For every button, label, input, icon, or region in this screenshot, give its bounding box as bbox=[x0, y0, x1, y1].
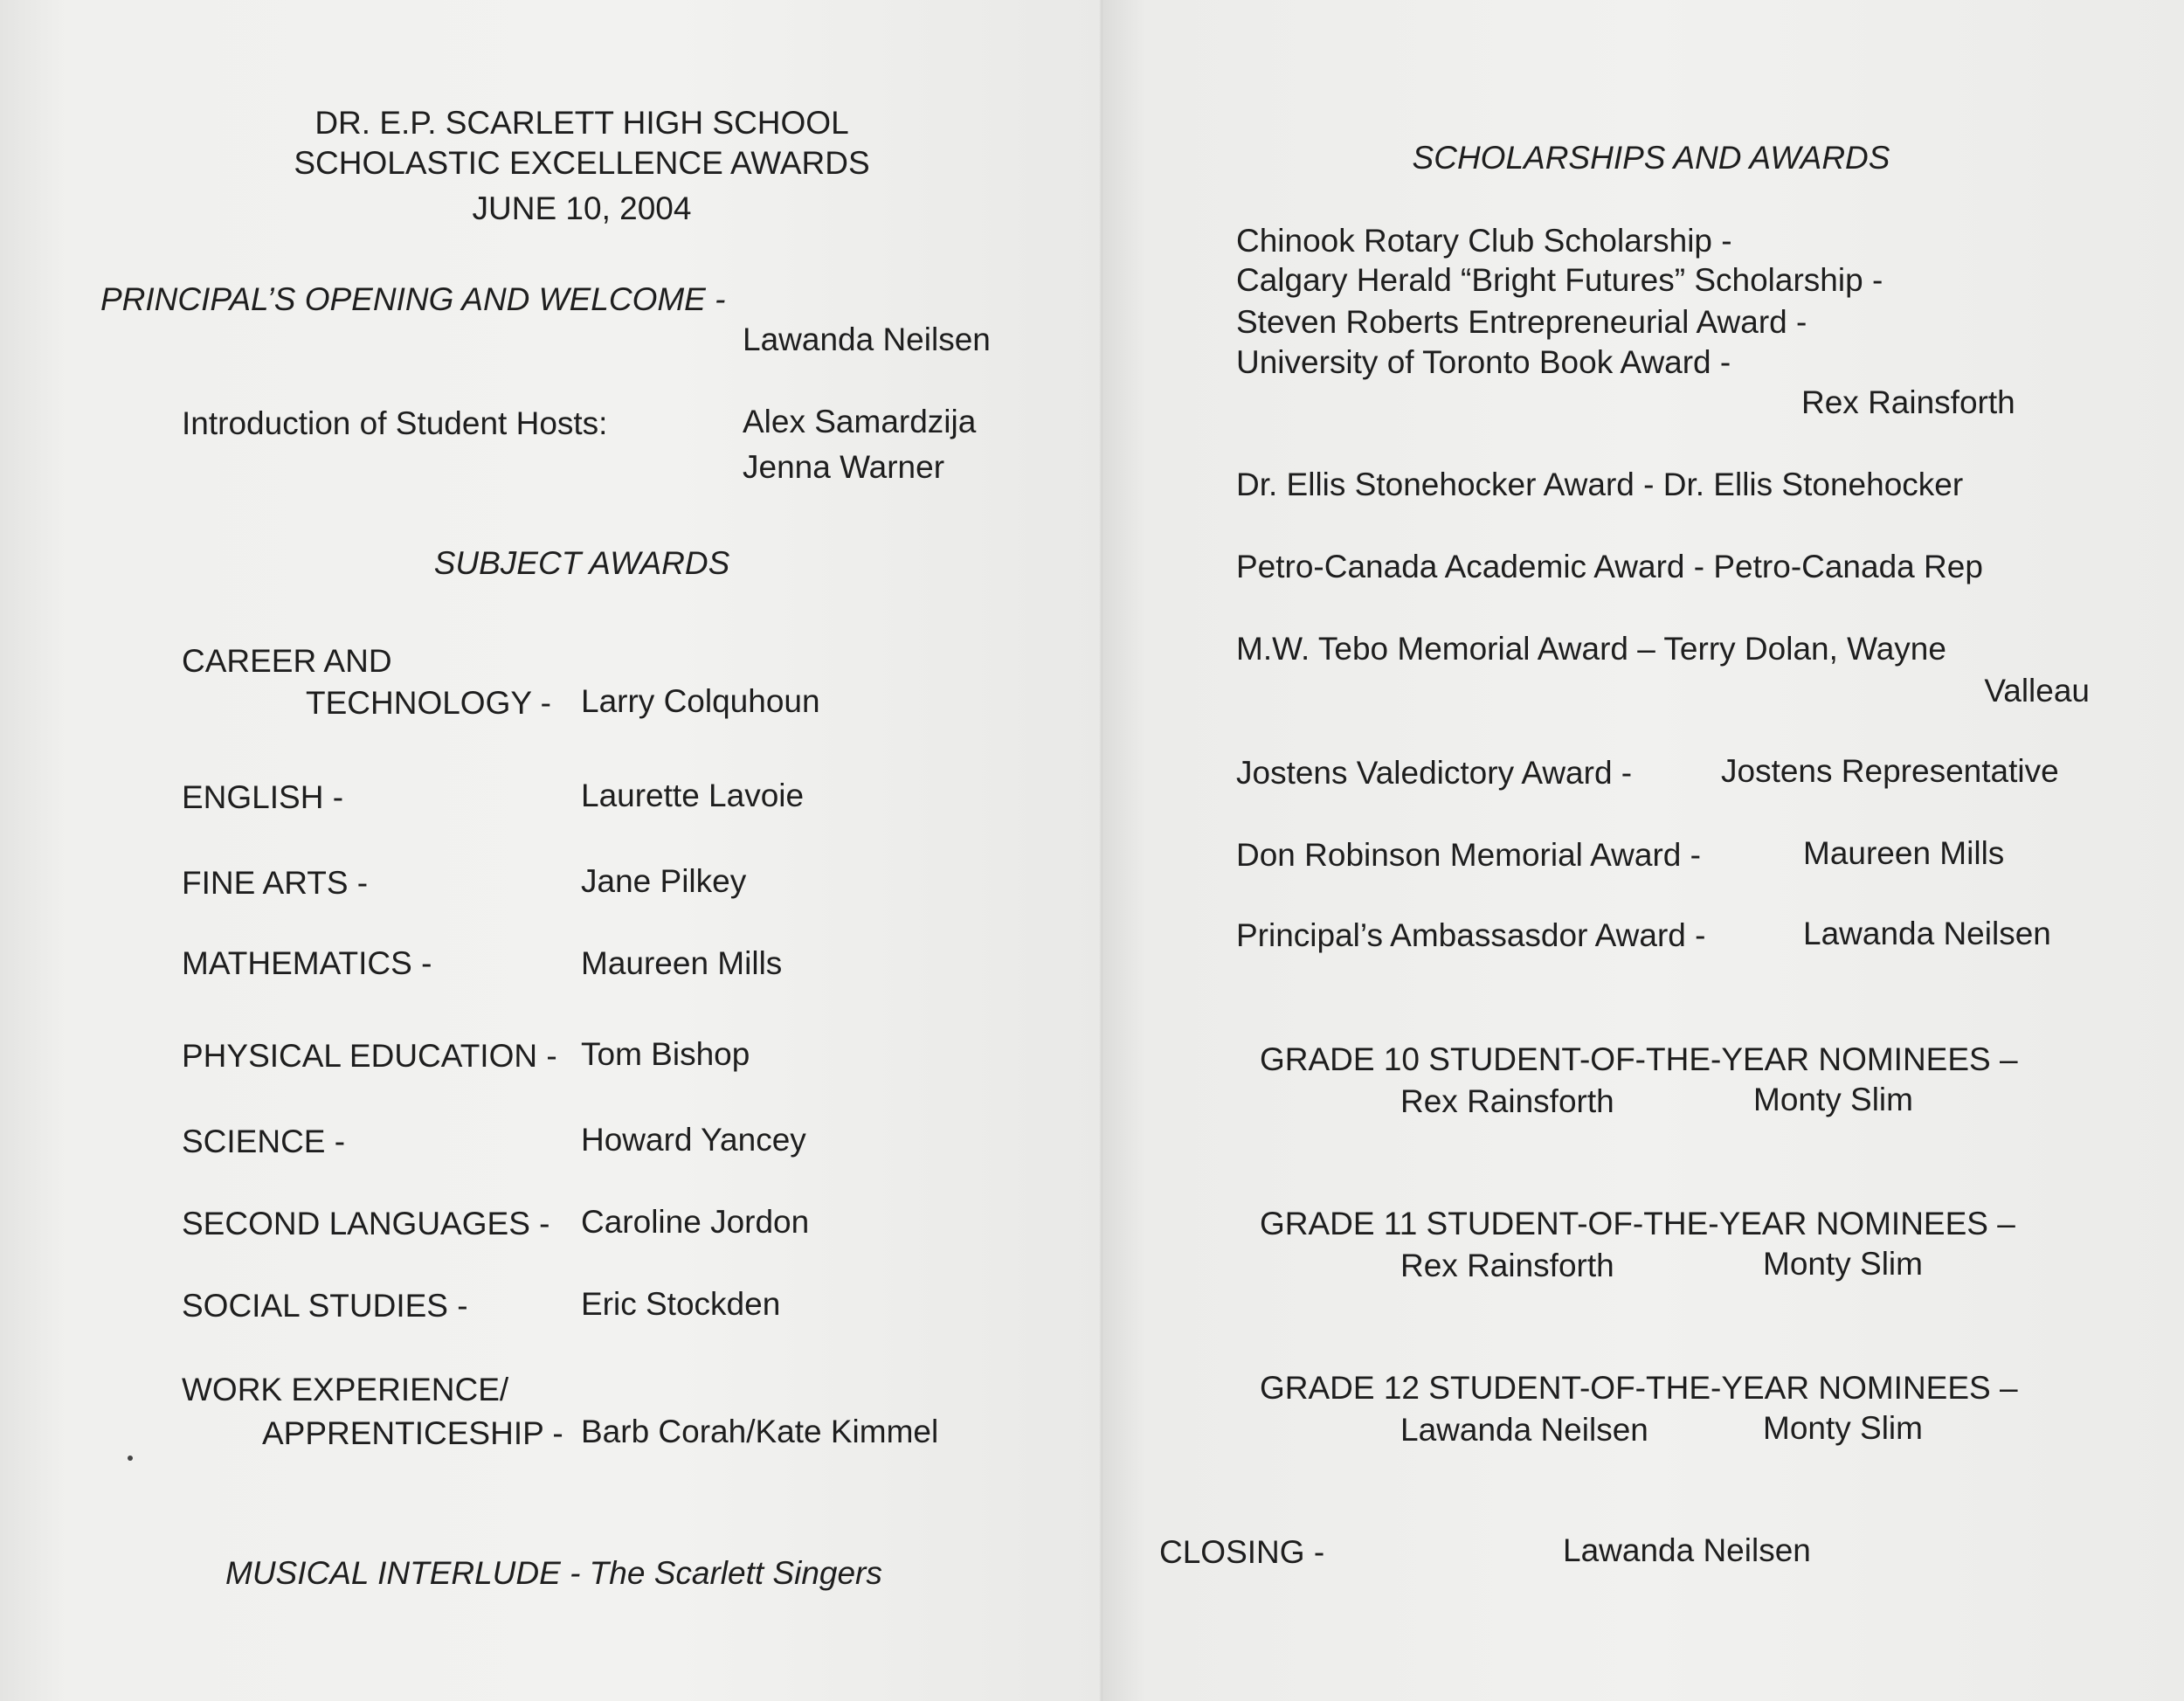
nominee-presenter: Monty Slim bbox=[1763, 1246, 1923, 1282]
subject-label: PHYSICAL EDUCATION - bbox=[182, 1038, 557, 1074]
subject-presenter: Jane Pilkey bbox=[581, 863, 747, 899]
subject-presenter: Barb Corah/Kate Kimmel bbox=[581, 1414, 939, 1449]
scholarships-title: SCHOLARSHIPS AND AWARDS bbox=[1412, 140, 1890, 176]
subject-presenter: Eric Stockden bbox=[581, 1286, 781, 1322]
award-item: Dr. Ellis Stonehocker Award - Dr. Ellis Stonehocker bbox=[1236, 467, 1964, 502]
award-presenter: Jostens Representative bbox=[1721, 753, 2059, 789]
subject-label: SOCIAL STUDIES - bbox=[182, 1288, 468, 1324]
closing-label: CLOSING - bbox=[1159, 1534, 1325, 1570]
host-name: Jenna Warner bbox=[743, 449, 945, 485]
opening-label: PRINCIPAL’S OPENING AND WELCOME - bbox=[100, 281, 726, 317]
award-item: Petro-Canada Academic Award - Petro-Canada Rep bbox=[1236, 549, 1983, 584]
closing-presenter: Lawanda Neilsen bbox=[1563, 1532, 1811, 1568]
ink-speck bbox=[128, 1456, 133, 1461]
nominee-presenter: Monty Slim bbox=[1753, 1082, 1913, 1117]
subject-label: WORK EXPERIENCE/ bbox=[182, 1372, 509, 1407]
subject-presenter: Tom Bishop bbox=[581, 1036, 750, 1072]
award-continuation: Valleau bbox=[1984, 673, 2090, 709]
nominee-presenter: Lawanda Neilsen bbox=[1400, 1412, 1648, 1448]
nominees-title: GRADE 11 STUDENT-OF-THE-YEAR NOMINEES – bbox=[1260, 1206, 2015, 1241]
scholarship-item: Chinook Rotary Club Scholarship - bbox=[1236, 223, 1732, 259]
subject-label: MATHEMATICS - bbox=[182, 945, 432, 981]
subject-awards-title: SUBJECT AWARDS bbox=[433, 545, 730, 581]
subject-label: TECHNOLOGY - bbox=[306, 685, 551, 721]
host-name: Alex Samardzija bbox=[743, 404, 977, 439]
scholarship-item: Steven Roberts Entrepreneurial Award - bbox=[1236, 304, 1807, 340]
subject-label: ENGLISH - bbox=[182, 779, 344, 815]
subject-presenter: Larry Colquhoun bbox=[581, 683, 820, 719]
hosts-label: Introduction of Student Hosts: bbox=[182, 405, 608, 441]
nominee-presenter: Rex Rainsforth bbox=[1400, 1248, 1614, 1283]
award-item: Principal’s Ambassasdor Award - bbox=[1236, 917, 1706, 953]
nominees-title: GRADE 10 STUDENT-OF-THE-YEAR NOMINEES – bbox=[1260, 1041, 2018, 1077]
header-event-title: SCHOLASTIC EXCELLENCE AWARDS bbox=[294, 145, 870, 181]
header-school-name: DR. E.P. SCARLETT HIGH SCHOOL bbox=[314, 105, 849, 141]
right-page bbox=[1102, 0, 2184, 1701]
award-item: M.W. Tebo Memorial Award – Terry Dolan, Wayne bbox=[1236, 631, 1946, 667]
header-date: JUNE 10, 2004 bbox=[472, 190, 692, 226]
nominees-title: GRADE 12 STUDENT-OF-THE-YEAR NOMINEES – bbox=[1260, 1370, 2018, 1406]
subject-label: CAREER AND bbox=[182, 643, 392, 679]
subject-label: FINE ARTS - bbox=[182, 865, 369, 901]
opening-presenter: Lawanda Neilsen bbox=[743, 322, 991, 357]
nominee-presenter: Monty Slim bbox=[1763, 1410, 1923, 1446]
subject-presenter: Maureen Mills bbox=[581, 945, 783, 981]
subject-presenter: Caroline Jordon bbox=[581, 1204, 810, 1240]
scholarship-presenter: Rex Rainsforth bbox=[1801, 384, 2015, 420]
scholarship-item: Calgary Herald “Bright Futures” Scholarship - bbox=[1236, 262, 1883, 298]
musical-interlude: MUSICAL INTERLUDE - The Scarlett Singers bbox=[225, 1555, 882, 1591]
subject-label: APPRENTICESHIP - bbox=[262, 1415, 563, 1451]
subject-label: SCIENCE - bbox=[182, 1124, 346, 1159]
subject-presenter: Laurette Lavoie bbox=[581, 778, 805, 813]
award-presenter: Maureen Mills bbox=[1803, 835, 2005, 871]
subject-label: SECOND LANGUAGES - bbox=[182, 1206, 550, 1241]
award-item: Don Robinson Memorial Award - bbox=[1236, 837, 1701, 873]
subject-presenter: Howard Yancey bbox=[581, 1122, 806, 1158]
award-item: Jostens Valedictory Award - bbox=[1236, 755, 1633, 791]
scholarship-item: University of Toronto Book Award - bbox=[1236, 344, 1731, 380]
nominee-presenter: Rex Rainsforth bbox=[1400, 1083, 1614, 1119]
award-presenter: Lawanda Neilsen bbox=[1803, 916, 2051, 951]
